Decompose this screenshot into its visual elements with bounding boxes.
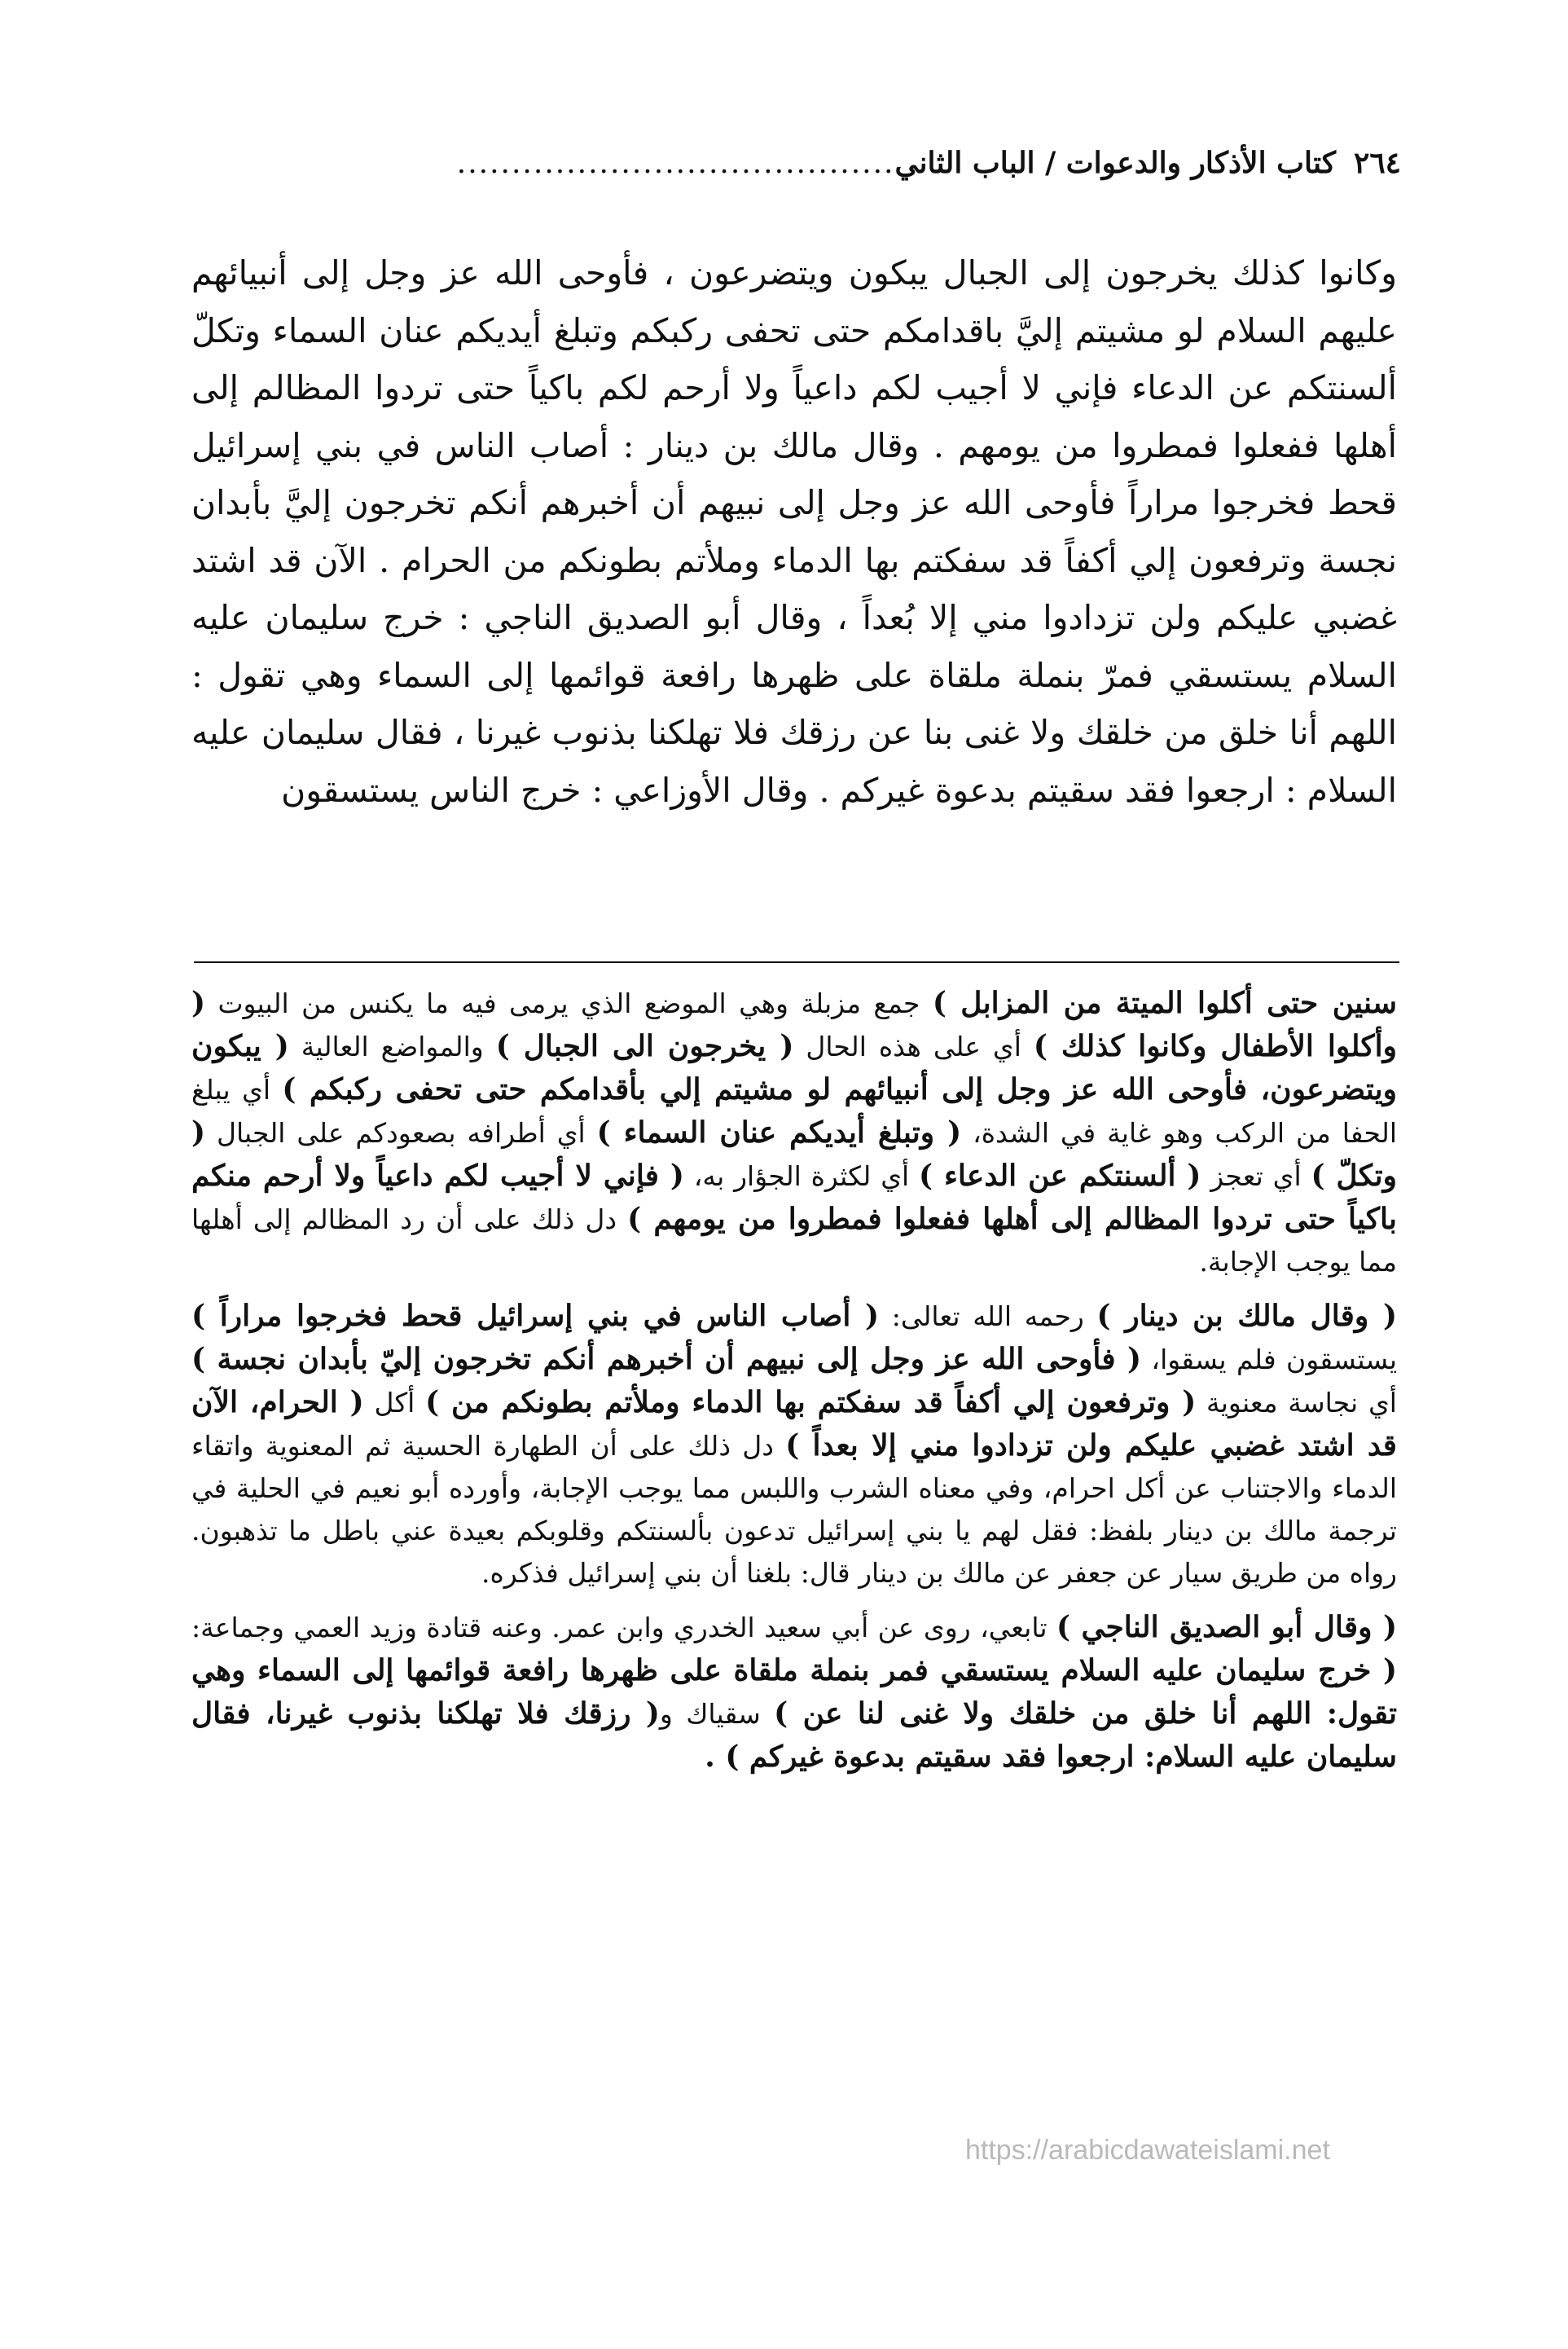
footnote-commentary: والمواضع العالية bbox=[288, 1031, 496, 1062]
footnote-commentary: أكل bbox=[363, 1387, 426, 1419]
footnote-paragraph bbox=[191, 1295, 1397, 1595]
footnote-quoted-text: ( وقال مالك بن دينار ) bbox=[1096, 1299, 1397, 1333]
footnote-commentary: سقياك و bbox=[659, 1698, 775, 1730]
page-number: ٢٦٤ bbox=[1353, 146, 1401, 180]
footnote-quoted-text: ( وقال أبو الصديق الناجي ) bbox=[1056, 1610, 1398, 1644]
watermark-url: https://arabicdawateislami.net bbox=[965, 2135, 1330, 2166]
footnote-commentary: دل ذلك على أن الطهارة الحسية ثم المعنوية واتقاء الدماء والاجتناب عن أكل احرام، وفي معناه الشرب واللبس مما يوجب الإجابة، وأورده أبو نعيم في الحلية في ترجمة مالك بن دينار بلفظ: فقل لهم يا بني إسرائيل تدعون بألسنتكم وقلوبكم بعيدة عني باطل ما تذهبون. رواه من طريق سيار عن جعفر عن مالك بن دينار قال: بلغنا أن بني إسرائيل فذكره. bbox=[191, 1430, 1397, 1589]
main-paragraph: وكانوا كذلك يخرجون إلى الجبال يبكون ويتضرعون ، فأوحى الله عز وجل إلى أنبيائهم عليهم السلام لو مشيتم إليَّ باقدامكم حتى تحفى ركبكم وتبلغ أيديكم عنان السماء وتكلّ ألسنتكم عن الدعاء فإني لا أجيب لكم داعياً ولا أرحم لكم باكياً حتى تردوا المظالم إلى أهلها ففعلوا فمطروا من يومهم . وقال مالك بن دينار : أصاب الناس في بني إسرائيل قحط فخرجوا مراراً فأوحى الله عز وجل إلى نبيهم أن أخبرهم أنكم تخرجون إليَّ بأبدان نجسة وترفعون إلي أكفاً قد سفكتم بها الدماء وملأتم بطونكم من الحرام . الآن قد اشتد غضبي عليكم ولن تزدادوا مني إلا بُعداً ، وقال أبو الصديق الناجي : خرج سليمان عليه السلام يستسقي فمرّ بنملة ملقاة على ظهرها رافعة قوائمها إلى السماء وهي تقول : اللهم أنا خلق من خلقك ولا غنى بنا عن رزقك فلا تهلكنا بذنوب غيرنا ، فقال سليمان عليه السلام : ارجعوا فقد سقيتم بدعوة غيركم . وقال الأوزاعي : خرج الناس يستسقون bbox=[191, 253, 1397, 810]
header-leader-dots: ........................................ bbox=[456, 146, 895, 180]
footnote-quoted-text: ( وترفعون إلي أكفاً قد سفكتم بها الدماء وملأتم بطونكم من ) bbox=[425, 1385, 1197, 1419]
footnote-quoted-text: ( فإني لا أجيب لكم داعياً ولا أرحم منكم باكياً حتى تردوا المظالم إلى أهلها ففعلوا فمطروا من يومهم ) bbox=[191, 1159, 1397, 1236]
footnote-commentary: يستسقون فلم يسقوا، bbox=[1141, 1344, 1398, 1375]
footnote-quoted-text: ( وتكلّ ) bbox=[191, 1115, 1397, 1193]
footnote-quoted-text: ( يبكون ويتضرعون، فأوحى الله عز وجل إلى أنبيائهم لو مشيتم إلي بأقدامكم حتى تحفى ركبكم ) bbox=[191, 1029, 1397, 1106]
footnote-commentary: رحمه الله تعالى: bbox=[879, 1300, 1097, 1332]
footnote-commentary: أي نجاسة معنوية bbox=[1196, 1387, 1397, 1419]
footnote-commentary: أي لكثرة الجؤار به، bbox=[683, 1160, 920, 1192]
footnote-separator bbox=[194, 961, 1399, 963]
footnote-commentary: أي تعجز bbox=[1201, 1160, 1311, 1192]
footnote-paragraph bbox=[191, 1606, 1397, 1779]
footnote-commentary: أي على هذه الحال bbox=[793, 1031, 1034, 1062]
footnote-paragraph bbox=[191, 982, 1397, 1283]
footnote-commentary: جمع مزبلة وهي الموضع الذي يرمى فيه ما يكنس من البيوت bbox=[205, 988, 933, 1019]
footnote-commentary: تابعي، روى عن أبي سعيد الخدري وابن عمر. وعنه قتادة وزيد العمي وجماعة: bbox=[191, 1612, 1057, 1643]
footnote-commentary: دل ذلك على أن رد المظالم إلى أهلها مما يوجب الإجابة. bbox=[191, 1203, 1397, 1278]
footnote-quoted-text: ( يخرجون الى الجبال ) bbox=[495, 1029, 794, 1063]
main-text bbox=[191, 244, 1397, 929]
footnote-quoted-text: ( وتبلغ أيديكم عنان السماء ) bbox=[596, 1115, 962, 1150]
footnote-quoted-text: ( وأكلوا الأطفال وكانوا كذلك ) bbox=[191, 986, 1397, 1063]
footnote-quoted-text: سنين حتى أكلوا الميتة من المزابل ) bbox=[932, 986, 1397, 1020]
footnote-quoted-text: ( رزقك فلا تهلكنا بذنوب غيرنا، فقال سليمان عليه السلام: ارجعوا فقد سقيتم بدعوة غيركم ) . bbox=[191, 1696, 1397, 1774]
running-title: كتاب الأذكار والدعوات / الباب الثاني bbox=[894, 146, 1336, 180]
footnote-commentary: أي أطرافه بصعودكم على الجبال bbox=[205, 1117, 597, 1149]
running-header bbox=[179, 139, 1401, 187]
footnote-quoted-text: ( فأوحى الله عز وجل إلى نبيهم أن أخبرهم أنكم تخرجون إليّ بأبدان نجسة ) bbox=[191, 1342, 1142, 1376]
footnote-quoted-text: ( ألسنتكم عن الدعاء ) bbox=[919, 1159, 1201, 1193]
footnote-quoted-text: ( أصاب الناس في بني إسرائيل قحط فخرجوا مراراً ) bbox=[191, 1299, 880, 1333]
footnotes bbox=[191, 982, 1397, 2074]
footnote-quoted-text: ( خرج سليمان عليه السلام يستسقي فمر بنملة ملقاة على ظهرها رافعة قوائمها إلى السماء وهي تقول: اللهم أنا خلق من خلقك ولا غنى لنا عن ) bbox=[191, 1653, 1397, 1731]
footnote-quoted-text: ( الحرام، الآن قد اشتد غضبي عليكم ولن تزدادوا مني إلا بعداً ) bbox=[191, 1385, 1397, 1463]
footnote-commentary: أي يبلغ الحفا من الركب وهو غاية في الشدة، bbox=[191, 1074, 1397, 1149]
